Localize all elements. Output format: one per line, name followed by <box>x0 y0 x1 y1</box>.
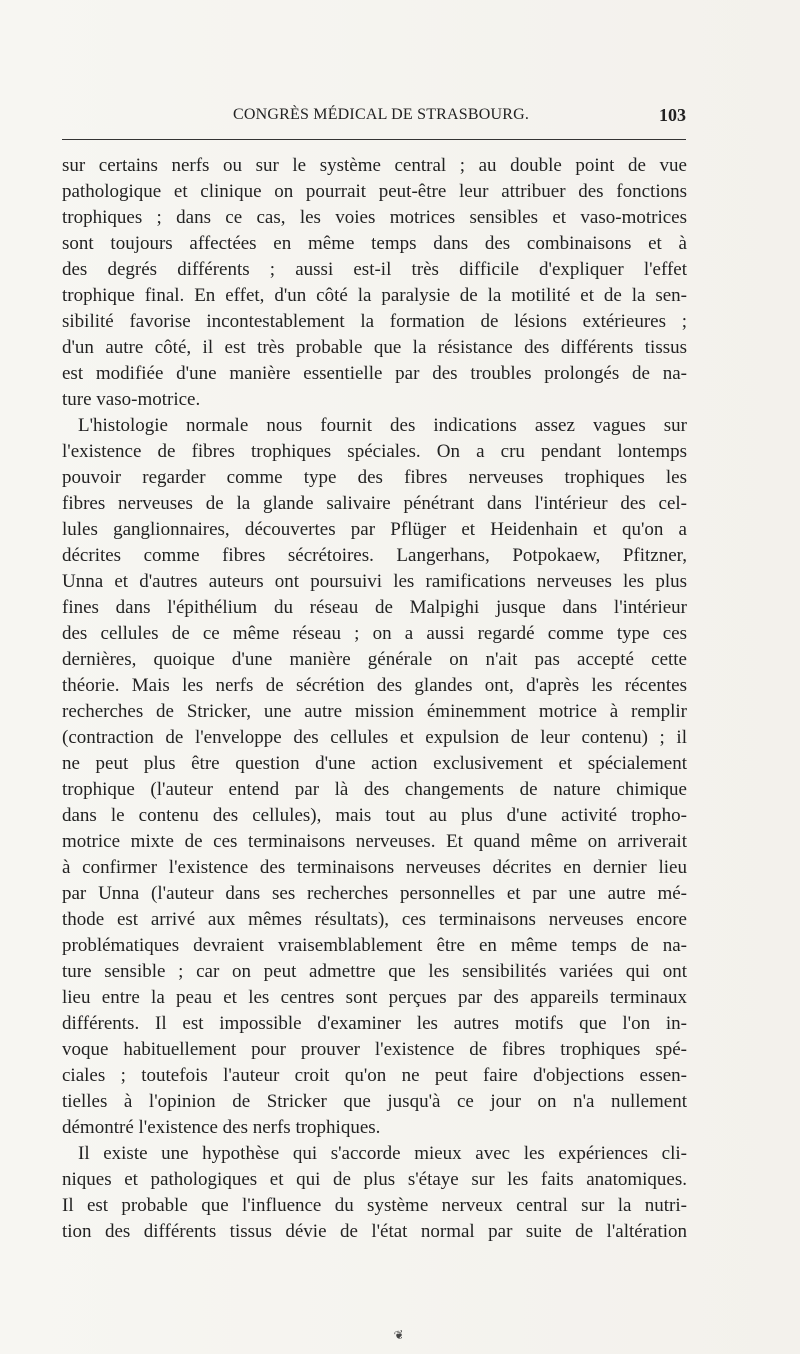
text-line: fines dans l'épithélium du réseau de Malpighi jusque dans l'intérieur <box>62 597 687 618</box>
text-line: problématiques devraient vraisemblablement être en même temps de na- <box>62 935 687 956</box>
text-line: théorie. Mais les nerfs de sécrétion des glandes ont, d'après les récentes <box>62 675 687 696</box>
text-line: sibilité favorise incontestablement la formation de lésions extérieures ; <box>62 311 687 332</box>
text-line: trophique final. En effet, d'un côté la paralysie de la motilité et de la sen- <box>62 285 687 306</box>
header-rule <box>62 139 686 140</box>
text-line: l'existence de fibres trophiques spéciales. On a cru pendant lontemps <box>62 441 687 462</box>
text-line: (contraction de l'enveloppe des cellules et expulsion de leur contenu) ; il <box>62 727 687 748</box>
text-line: tion des différents tissus dévie de l'état normal par suite de l'altération <box>62 1221 687 1242</box>
text-line: est modifiée d'une manière essentielle par des troubles prolongés de na- <box>62 363 687 384</box>
text-line: des cellules de ce même réseau ; on a aussi regardé comme type ces <box>62 623 687 644</box>
text-line: trophiques ; dans ce cas, les voies motrices sensibles et vaso-motrices <box>62 207 687 228</box>
text-line: démontré l'existence des nerfs trophiques. <box>62 1117 381 1138</box>
text-line: sur certains nerfs ou sur le système central ; au double point de vue <box>62 155 687 176</box>
text-line: L'histologie normale nous fournit des indications assez vagues sur <box>78 415 687 436</box>
text-line: dernières, quoique d'une manière générale on n'ait pas accepté cette <box>62 649 687 670</box>
text-line: sont toujours affectées en même temps dans des combinaisons et à <box>62 233 687 254</box>
text-line: par Unna (l'auteur dans ses recherches personnelles et par une autre mé- <box>62 883 687 904</box>
text-line: Il est probable que l'influence du système nerveux central sur la nutri- <box>62 1195 687 1216</box>
text-line: trophique (l'auteur entend par là des changements de nature chimique <box>62 779 687 800</box>
text-line: Il existe une hypothèse qui s'accorde mieux avec les expériences cli- <box>78 1143 687 1164</box>
text-line: ciales ; toutefois l'auteur croit qu'on ne peut faire d'objections essen- <box>62 1065 687 1086</box>
text-line: lules ganglionnaires, découvertes par Pflüger et Heidenhain et qu'on a <box>62 519 687 540</box>
body-text <box>62 153 687 1245</box>
text-line: pathologique et clinique on pourrait peut-être leur attribuer des fonctions <box>62 181 687 202</box>
text-line: d'un autre côté, il est très probable que la résistance des différents tissus <box>62 337 687 358</box>
text-line: thode est arrivé aux mêmes résultats), ces terminaisons nerveuses encore <box>62 909 687 930</box>
text-line: à confirmer l'existence des terminaisons nerveuses décrites en dernier lieu <box>62 857 687 878</box>
text-line: des degrés différents ; aussi est-il très difficile d'expliquer l'effet <box>62 259 687 280</box>
text-line: fibres nerveuses de la glande salivaire pénétrant dans l'intérieur des cel- <box>62 493 687 514</box>
text-line: ture sensible ; car on peut admettre que les sensibilités variées qui ont <box>62 961 687 982</box>
text-line: décrites comme fibres sécrétoires. Langerhans, Potpokaew, Pfitzner, <box>62 545 687 566</box>
page-ornament: ❦ <box>392 1327 406 1343</box>
text-line: Unna et d'autres auteurs ont poursuivi les ramifications nerveuses les plus <box>62 571 687 592</box>
text-line: motrice mixte de ces terminaisons nerveuses. Et quand même on arriverait <box>62 831 687 852</box>
text-line: ture vaso-motrice. <box>62 389 201 410</box>
text-line: ne peut plus être question d'une action exclusivement et spécialement <box>62 753 687 774</box>
text-line: recherches de Stricker, une autre mission éminemment motrice à remplir <box>62 701 687 722</box>
running-title: CONGRÈS MÉDICAL DE STRASBOURG. <box>233 106 530 123</box>
page-header <box>62 106 686 130</box>
text-line: tielles à l'opinion de Stricker que jusqu'à ce jour on n'a nullement <box>62 1091 687 1112</box>
page-number: 103 <box>659 105 686 125</box>
text-line: voque habituellement pour prouver l'existence de fibres trophiques spé- <box>62 1039 687 1060</box>
text-line: pouvoir regarder comme type des fibres nerveuses trophiques les <box>62 467 687 488</box>
text-line: dans le contenu des cellules), mais tout au plus d'une activité tropho- <box>62 805 687 826</box>
text-line: différents. Il est impossible d'examiner les autres motifs que l'on in- <box>62 1013 687 1034</box>
text-line: niques et pathologiques et qui de plus s'étaye sur les faits anatomiques. <box>62 1169 687 1190</box>
text-line: lieu entre la peau et les centres sont perçues par des appareils terminaux <box>62 987 687 1008</box>
